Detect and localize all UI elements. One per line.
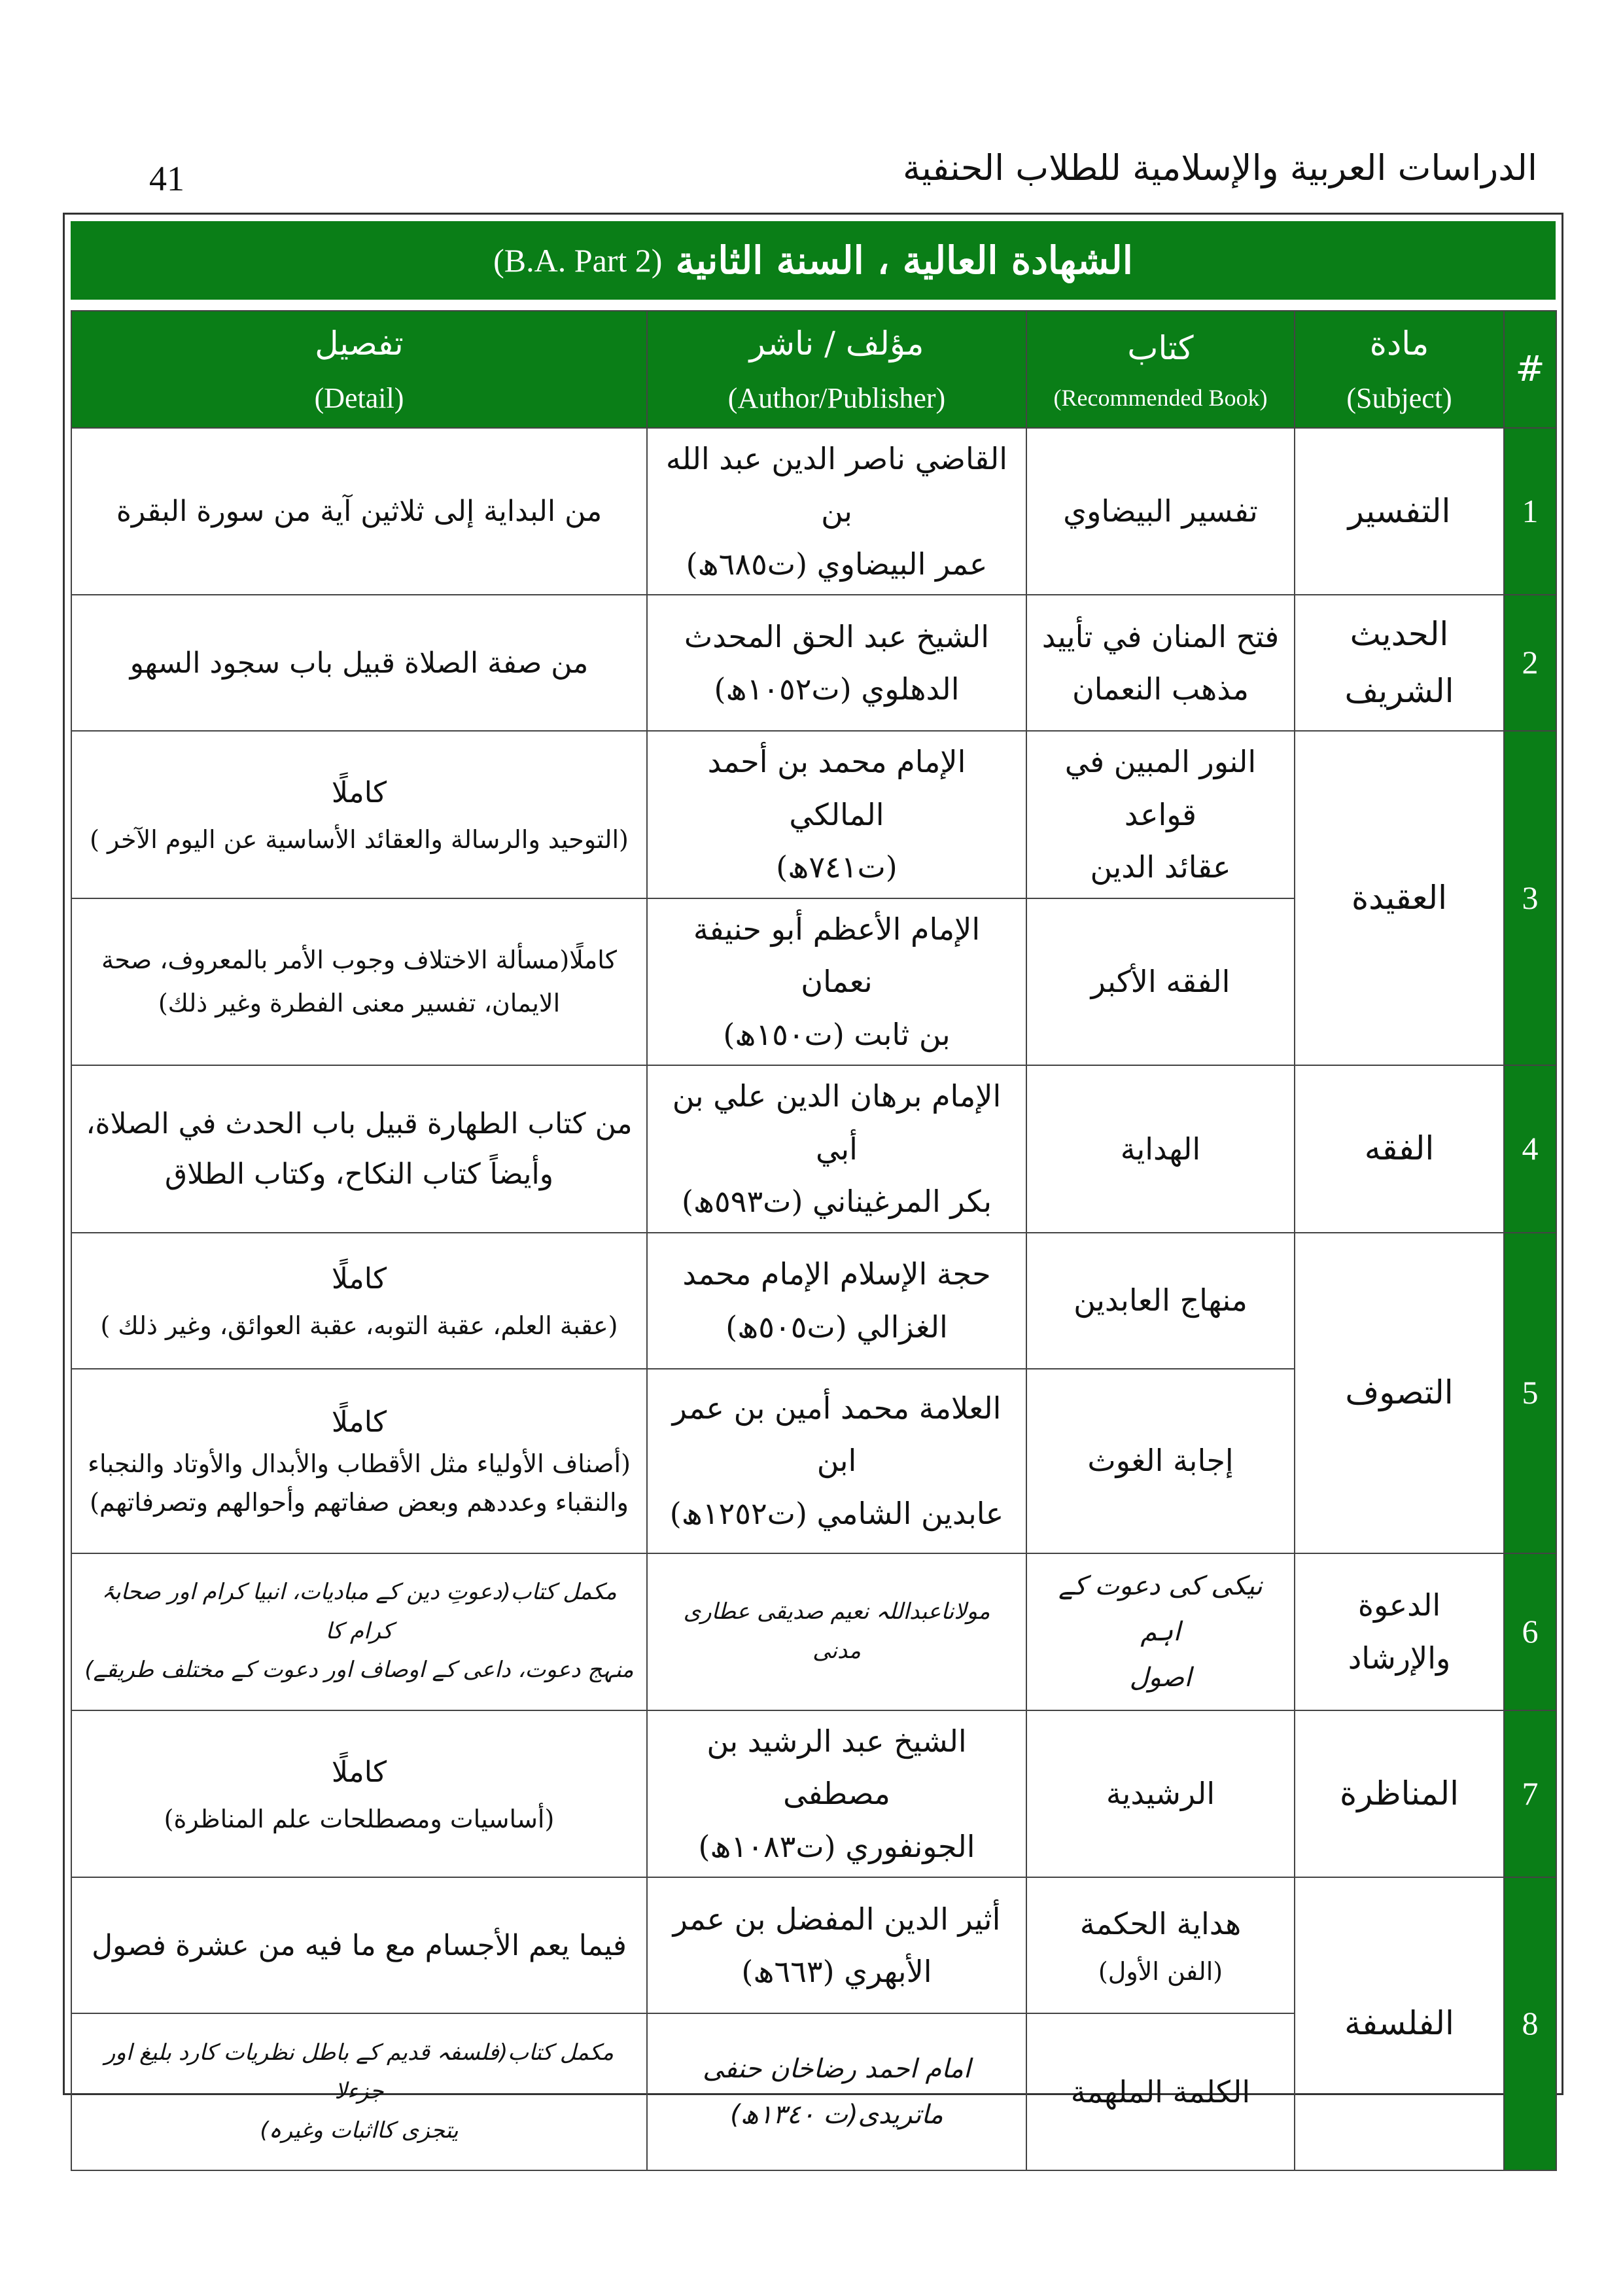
table-row — [71, 1553, 1556, 1710]
banner-title-en: (B.A. Part 2) — [493, 242, 663, 279]
row-number: 4 — [1504, 1065, 1556, 1233]
detail-cell: مکمل کتاب(دعوتِ دین کے مبادیات، انبیا کرام اور صحابۂ کرام کا منہج دعوت، داعی کے اوصاف اور دعوت کے مختلف طریقے) — [71, 1553, 647, 1710]
book-cell: إجابة الغوث — [1026, 1369, 1295, 1553]
book-cell: النور المبين في قواعد عقائد الدين — [1026, 731, 1295, 898]
author-cell: القاضي ناصر الدين عبد الله بن عمر البيضاوي (ت٦٨٥ھ) — [647, 428, 1026, 595]
section-banner — [71, 221, 1556, 300]
row-number: 2 — [1504, 595, 1556, 731]
row-number: 1 — [1504, 428, 1556, 595]
author-cell: الشيخ عبد الرشيد بن مصطفى الجونفوري (ت١٠٨٣ھ) — [647, 1710, 1026, 1878]
author-cell: الإمام برهان الدين علي بن أبي بكر المرغيناني (ت٥٩٣ھ) — [647, 1065, 1026, 1233]
subject-cell: العقيدة — [1295, 731, 1504, 1065]
author-cell: الإمام محمد بن أحمد المالكي (ت٧٤١ھ) — [647, 731, 1026, 898]
detail-cell: من البداية إلى ثلاثين آية من سورة البقرة — [71, 428, 647, 595]
book-cell: الرشيدية — [1026, 1710, 1295, 1878]
book-cell: الهداية — [1026, 1065, 1295, 1233]
subject-cell: الفلسفة — [1295, 1877, 1504, 2170]
book-cell: الكلمة الملهمة — [1026, 2013, 1295, 2170]
subject-cell: التصوف — [1295, 1233, 1504, 1553]
detail-cell: كاملًا (عقبة العلم، عقبة التوبه، عقبة العوائق، وغير ذلك ) — [71, 1233, 647, 1369]
banner-title-ar: الشهادة العالية ، السنة الثانية — [675, 238, 1133, 283]
detail-cell: كاملًا(مسألة الاختلاف وجوب الأمر بالمعروف، صحة الايمان، تفسير معنى الفطرة وغير ذلك) — [71, 898, 647, 1066]
author-cell: الإمام الأعظم أبو حنيفة نعمان بن ثابت (ت١٥٠ھ) — [647, 898, 1026, 1066]
detail-cell: كاملًا (التوحيد والرسالة والعقائد الأساسية عن اليوم الآخر ) — [71, 731, 647, 898]
detail-cell: كاملًا (أساسيات ومصطلحات علم المناظرة) — [71, 1710, 647, 1878]
table-row — [71, 595, 1556, 731]
book-cell: الفقه الأكبر — [1026, 898, 1295, 1066]
page-number: 41 — [149, 159, 184, 198]
book-cell: فتح المنان في تأييد مذهب النعمان — [1026, 595, 1295, 731]
row-number: 6 — [1504, 1553, 1556, 1710]
row-number: 7 — [1504, 1710, 1556, 1878]
table-row — [71, 1877, 1556, 2013]
subject-cell: المناظرة — [1295, 1710, 1504, 1878]
header-number: # — [1504, 311, 1556, 428]
header-row — [71, 311, 1556, 428]
table-row — [71, 1233, 1556, 1369]
book-cell: منهاج العابدين — [1026, 1233, 1295, 1369]
table-row — [71, 731, 1556, 898]
detail-cell: مکمل کتاب(فلسفہ قدیم کے باطل نظریات کارد بلیغ اور جزءلا یتجزی کااثبات وغیرہ) — [71, 2013, 647, 2170]
author-cell: الشيخ عبد الحق المحدث الدهلوي (ت١٠٥٢ھ) — [647, 595, 1026, 731]
header-author: مؤلف / ناشر (Author/Publisher) — [647, 311, 1026, 428]
subject-cell: الدعوة والإرشاد — [1295, 1553, 1504, 1710]
subject-cell: الفقه — [1295, 1065, 1504, 1233]
subject-cell: الحديث الشريف — [1295, 595, 1504, 731]
table-row — [71, 1065, 1556, 1233]
detail-cell: كاملًا (أصناف الأولياء مثل الأقطاب والأبدال والأوتاد والنجباء والنقباء وعددهم وبعض صفاتهم وأحوالهم وتصرفاتهم) — [71, 1369, 647, 1553]
header-book: كتاب (Recommended Book) — [1026, 311, 1295, 428]
curriculum-table — [71, 310, 1557, 2171]
book-cell: تفسير البيضاوي — [1026, 428, 1295, 595]
detail-cell: من كتاب الطهارة قبيل باب الحدث في الصلاة، وأيضاً كتاب النكاح، وكتاب الطلاق — [71, 1065, 647, 1233]
running-title: الدراسات العربية والإسلامية للطلاب الحنفية — [902, 147, 1537, 188]
table-row — [71, 428, 1556, 595]
book-cell: هداية الحكمة (الفن الأول) — [1026, 1877, 1295, 2013]
author-cell: أثير الدين المفضل بن عمر الأبهري (٦٦٣ھ) — [647, 1877, 1026, 2013]
book-cell: نیکی کی دعوت کے اہم اصول — [1026, 1553, 1295, 1710]
subject-cell: التفسير — [1295, 428, 1504, 595]
header-detail: تفصيل (Detail) — [71, 311, 647, 428]
detail-cell: فيما يعم الأجسام مع ما فيه من عشرة فصول — [71, 1877, 647, 2013]
author-cell: حجة الإسلام الإمام محمد الغزالي (ت٥٠٥ھ) — [647, 1233, 1026, 1369]
table-row — [71, 1710, 1556, 1878]
detail-cell: من صفة الصلاة قبيل باب سجود السهو — [71, 595, 647, 731]
header-subject: مادة (Subject) — [1295, 311, 1504, 428]
author-cell: مولاناعبداللہ نعیم صدیقی عطاری مدنی — [647, 1553, 1026, 1710]
row-number: 3 — [1504, 731, 1556, 1065]
author-cell: العلامة محمد أمين بن عمر ابن عابدين الشامي (ت١٢٥٢ھ) — [647, 1369, 1026, 1553]
row-number: 5 — [1504, 1233, 1556, 1553]
author-cell: امام احمد رضاخان حنفی ماتریدی(ت ١٣٤٠ھ) — [647, 2013, 1026, 2170]
row-number: 8 — [1504, 1877, 1556, 2170]
